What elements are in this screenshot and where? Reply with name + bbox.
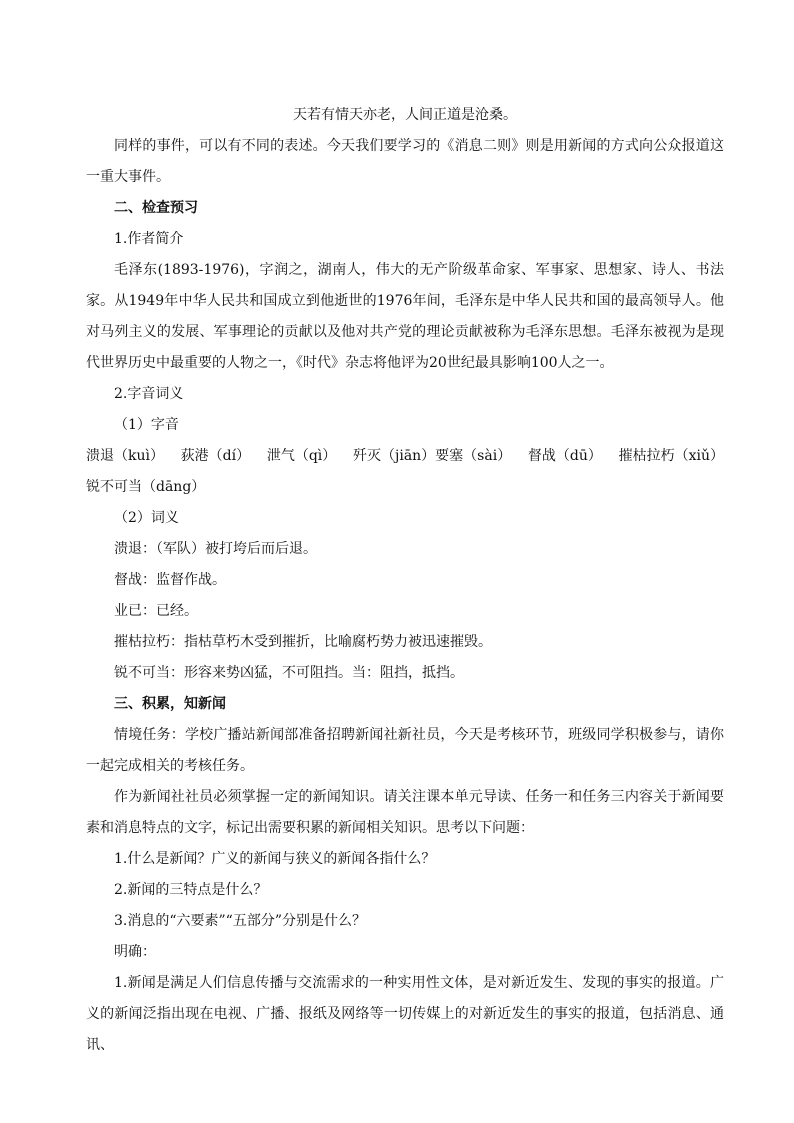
- poem-line: 天若有情天亦老，人间正道是沧桑。: [293, 107, 517, 123]
- meaning-item: 业已：已经。: [114, 603, 198, 619]
- pronunciation-heading: （1）字音: [114, 417, 179, 433]
- meaning-heading: （2）词义: [114, 510, 179, 526]
- pronunciation-item: 溃退（kuì）: [86, 448, 164, 464]
- pronunciation-item: 摧枯拉朽（xiǔ）: [618, 448, 724, 464]
- clarify-label: 明确：: [114, 944, 156, 960]
- pronunciation-item: 督战（dū）: [527, 448, 602, 464]
- task-paragraph: 情境任务：学校广播站新闻部准备招聘新闻社新社员，今天是考核环节，班级同学积极参与，请你一起完成相关的考核任务。: [86, 727, 724, 774]
- instruction-paragraph: 作为新闻社社员必须掌握一定的新闻知识。请关注课本单元导读、任务一和任务三内容关于新闻要素和消息特点的文字，标记出需要积累的新闻相关知识。思考以下问题：: [86, 789, 724, 836]
- pronunciation-list: [86, 441, 724, 472]
- pronunciation-item: 泄气（qì）: [266, 448, 337, 464]
- meaning-item: 溃退：（军队）被打垮后而后退。: [114, 541, 317, 557]
- question-item: 2.新闻的三特点是什么？: [114, 882, 268, 898]
- document-page: [86, 100, 724, 1061]
- answer-paragraph: 1.新闻是满足人们信息传播与交流需求的一种实用性文体，是对新近发生、发现的事实的报道。广义的新闻泛指出现在电视、广播、报纸及网络等一切传媒上的对新近发生的事实的报道，包括消息、通讯、: [86, 975, 724, 1053]
- pronunciation-item: 荻港（dí）: [180, 448, 251, 464]
- meaning-item: 摧枯拉朽：指枯草朽木受到摧折，比喻腐朽势力被迅速摧毁。: [114, 634, 492, 650]
- intro-paragraph: 同样的事件，可以有不同的表述。今天我们要学习的《消息二则》则是用新闻的方式向公众报道这一重大事件。: [86, 138, 724, 185]
- pronunciation-item: 歼灭（jiān）要塞（sài）: [353, 448, 512, 464]
- pronunciation-item-last: 锐不可当（dāng）: [86, 479, 206, 495]
- author-heading: 1.作者简介: [114, 231, 184, 247]
- meaning-item: 锐不可当：形容来势凶猛，不可阻挡。当：阻挡，抵挡。: [114, 665, 464, 681]
- question-item: 1.什么是新闻？广义的新闻与狭义的新闻各指什么？: [114, 851, 436, 867]
- section-heading-news: 三、积累，知新闻: [114, 696, 226, 712]
- author-paragraph: 毛泽东(1893-1976)，字润之，湖南人，伟大的无产阶级革命家、军事家、思想家、诗人、书法家。从1949年中华人民共和国成立到他逝世的1976年间，毛泽东是中华人民共和国的最高领导人。他对马列主义的发展、军事理论的贡献以及他对共产党的理论贡献被称为毛泽东思想。毛泽东被视为是现代世界历史中最重要的人物之一，《时代》杂志将他评为20世纪最具影响100人之一。: [86, 262, 724, 371]
- section-heading-preview: 二、检查预习: [114, 200, 198, 216]
- question-item: 3.消息的“六要素”“五部分”分别是什么？: [114, 913, 366, 929]
- meaning-item: 督战：监督作战。: [114, 572, 226, 588]
- vocab-heading: 2.字音词义: [114, 386, 184, 402]
